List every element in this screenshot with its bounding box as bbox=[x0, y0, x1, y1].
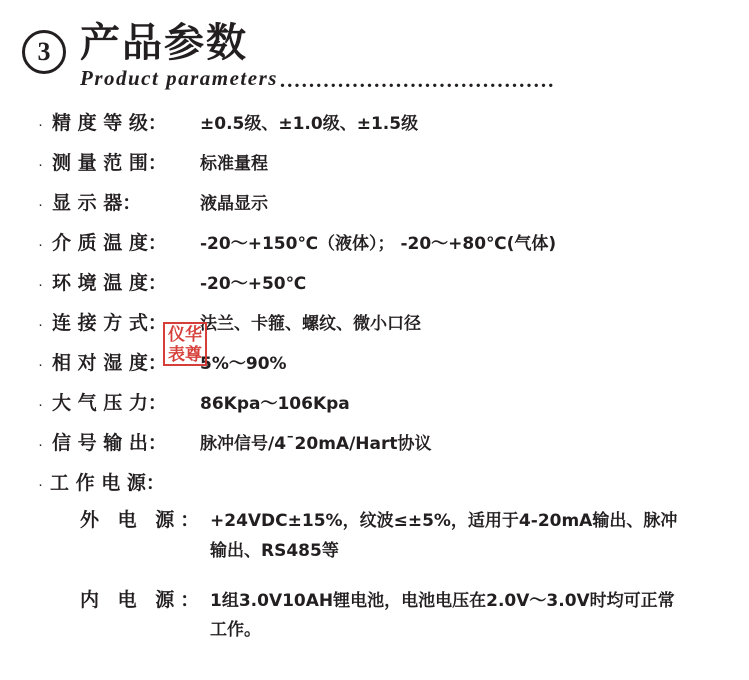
spec-label-connection-type: 连 接 方 式： bbox=[52, 312, 167, 334]
spec-row-measuring-range bbox=[38, 148, 749, 175]
bullet-icon: · bbox=[38, 476, 43, 493]
page-subtitle-row bbox=[80, 66, 640, 91]
spec-row-external-power bbox=[38, 505, 749, 567]
spec-row-connection-type bbox=[38, 308, 749, 335]
spec-value-relative-humidity: 5%～90% bbox=[200, 354, 287, 374]
bullet-icon: · bbox=[38, 356, 43, 373]
bullet-icon: · bbox=[38, 116, 43, 133]
spec-value-internal-power: 1组3.0V10AH锂电池，电池电压在2.0V～3.0V时均可正常工作。 bbox=[210, 590, 675, 641]
section-number-badge: 3 bbox=[22, 30, 66, 74]
bullet-icon: · bbox=[38, 396, 43, 413]
spec-label-power-supply: 工 作 电 源： bbox=[50, 472, 165, 494]
header-row bbox=[22, 22, 749, 91]
spec-row-atmospheric-pressure bbox=[38, 388, 749, 415]
bullet-icon: · bbox=[38, 276, 43, 293]
bullet-icon: · bbox=[38, 316, 43, 333]
spec-value-measuring-range: 标准量程 bbox=[200, 154, 268, 174]
spec-value-medium-temperature: -20～+150℃（液体）； -20～+80℃(气体) bbox=[200, 234, 557, 254]
spec-value-display: 液晶显示 bbox=[200, 194, 268, 214]
spec-label-internal-power: 内 电 源： bbox=[80, 588, 206, 611]
spec-row-display bbox=[38, 188, 749, 215]
spec-value-ambient-temperature: -20～+50℃ bbox=[200, 274, 307, 294]
spec-label-accuracy: 精 度 等 级： bbox=[52, 112, 167, 134]
spec-row-accuracy bbox=[38, 108, 749, 135]
header-titles bbox=[80, 22, 640, 91]
watermark-stamp bbox=[163, 322, 207, 366]
spec-row-power-supply bbox=[38, 468, 749, 495]
spec-label-measuring-range: 测 量 范 围： bbox=[52, 152, 167, 174]
spec-value-connection-type: 法兰、卡箍、螺纹、微小口径 bbox=[200, 314, 421, 334]
spec-row-ambient-temperature bbox=[38, 268, 749, 295]
spec-label-atmospheric-pressure: 大 气 压 力： bbox=[52, 392, 167, 414]
spec-value-external-power: +24VDC±15%，纹波≤±5%，适用于4-20mA输出、脉冲输出、RS485等 bbox=[210, 511, 678, 561]
spec-row-relative-humidity bbox=[38, 348, 749, 375]
spec-label-external-power: 外 电 源： bbox=[80, 509, 206, 531]
spec-label-signal-output: 信 号 输 出： bbox=[52, 432, 167, 454]
spec-row-internal-power bbox=[38, 585, 749, 647]
watermark-line-1: 仪华 bbox=[168, 325, 202, 345]
spec-value-accuracy: ±0.5级、±1.0级、±1.5级 bbox=[200, 114, 419, 134]
spec-row-signal-output bbox=[38, 428, 749, 455]
spec-label-medium-temperature: 介 质 温 度： bbox=[52, 232, 167, 254]
spec-label-ambient-temperature: 环 境 温 度： bbox=[52, 272, 167, 294]
bullet-icon: · bbox=[38, 156, 43, 173]
spec-value-atmospheric-pressure: 86Kpa～106Kpa bbox=[200, 394, 350, 414]
bullet-icon: · bbox=[38, 436, 43, 453]
spec-label-relative-humidity: 相 对 湿 度： bbox=[52, 352, 167, 374]
title-dot-leader: ...................................... bbox=[279, 70, 556, 91]
page-title-en: Product parameters bbox=[80, 66, 278, 90]
spec-value-signal-output: 脉冲信号/4ˉ20mA/Hart协议 bbox=[200, 434, 432, 454]
watermark-line-2: 表尊 bbox=[168, 345, 202, 365]
specification-list bbox=[0, 108, 749, 646]
page-header bbox=[0, 0, 749, 90]
spec-label-display: 显 示 器： bbox=[52, 192, 142, 214]
bullet-icon: · bbox=[38, 196, 43, 213]
page-title-cn: 产品参数 bbox=[80, 20, 248, 66]
spec-row-medium-temperature bbox=[38, 228, 749, 255]
bullet-icon: · bbox=[38, 236, 43, 253]
